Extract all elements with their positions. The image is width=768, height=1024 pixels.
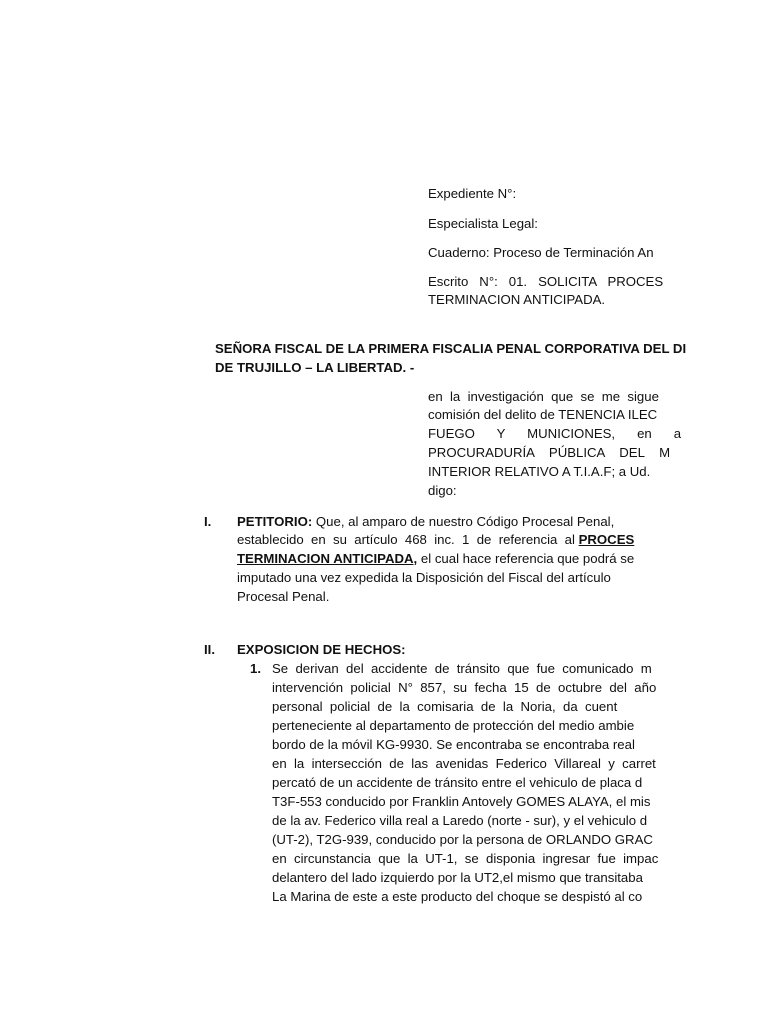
- hechos-line: (UT-2), T2G-939, conducido por la persona de ORLANDO GRAC: [272, 832, 653, 847]
- hechos-line: delantero del lado izquierdo por la UT2,el mismo que transitaba: [272, 870, 643, 885]
- hechos-line: bordo de la móvil KG-9930. Se encontraba se encontraba real: [272, 737, 635, 752]
- petitorio-text: Que, al amparo de nuestro Código Procesal Penal,: [312, 514, 615, 529]
- petitorio-line-4: imputado una vez expedida la Disposición del Fiscal del artículo: [237, 570, 611, 585]
- intro-line: FUEGO Y MUNICIONES, en a: [428, 426, 682, 441]
- hechos-line: perteneciente al departamento de protección del medio ambie: [272, 718, 635, 733]
- escrito-field: Escrito N°: 01. SOLICITA PROCES: [428, 274, 664, 289]
- hechos-line: en la intersección de las avenidas Federico Villareal y carret: [272, 756, 656, 771]
- intro-line: en la investigación que se me sigue: [428, 389, 659, 404]
- section-numeral: I.: [204, 514, 212, 529]
- intro-line: digo:: [428, 483, 457, 498]
- petitorio-text: establecido en su artículo 468 inc. 1 de referencia al: [237, 532, 579, 547]
- hechos-title: EXPOSICION DE HECHOS:: [237, 642, 406, 657]
- escrito-field-cont: TERMINACION ANTICIPADA.: [428, 292, 606, 307]
- petitorio-line-3: [237, 549, 634, 568]
- petitorio-line-5: Procesal Penal.: [237, 589, 330, 604]
- hechos-line: T3F-553 conducido por Franklin Antovely GOMES ALAYA, el mis: [272, 794, 651, 809]
- petitorio-emphasis: TERMINACION ANTICIPADA,: [237, 551, 418, 566]
- expediente-field: Expediente N°:: [428, 186, 517, 201]
- intro-line: INTERIOR RELATIVO A T.I.A.F; a Ud.: [428, 464, 651, 479]
- addressee-line-1: SEÑORA FISCAL DE LA PRIMERA FISCALIA PENAL CORPORATIVA DEL DI: [215, 341, 687, 356]
- petitorio-text: el cual hace referencia que podrá se: [417, 551, 635, 566]
- cuaderno-field: Cuaderno: Proceso de Terminación An: [428, 245, 654, 260]
- hechos-line: Se derivan del accidente de tránsito que fue comunicado m: [272, 661, 652, 676]
- hechos-line: La Marina de este a este producto del choque se despistó al co: [272, 889, 643, 904]
- especialista-field: Especialista Legal:: [428, 216, 538, 231]
- hechos-line: personal policial de la comisaria de la Noria, da cuent: [272, 699, 618, 714]
- hechos-line: percató de un accidente de tránsito entre el vehiculo de placa d: [272, 775, 643, 790]
- petitorio-emphasis: PROCES: [578, 532, 635, 547]
- intro-line: comisión del delito de TENENCIA ILEC: [428, 407, 658, 422]
- section-numeral: II.: [204, 642, 215, 657]
- intro-line: PROCURADURÍA PÚBLICA DEL M: [428, 445, 671, 460]
- petitorio-title: PETITORIO:: [237, 514, 313, 529]
- hechos-line: de la av. Federico villa real a Laredo (norte - sur), y el vehiculo d: [272, 813, 648, 828]
- petitorio-line-2: [237, 530, 634, 549]
- petitorio-line-1: [237, 512, 614, 531]
- hechos-line: intervención policial N° 857, su fecha 15 de octubre del año: [272, 680, 657, 695]
- hechos-line: en circunstancia que la UT-1, se disponia ingresar fue impac: [272, 851, 659, 866]
- addressee-line-2: DE TRUJILLO – LA LIBERTAD. -: [215, 360, 415, 375]
- item-number: 1.: [250, 661, 261, 676]
